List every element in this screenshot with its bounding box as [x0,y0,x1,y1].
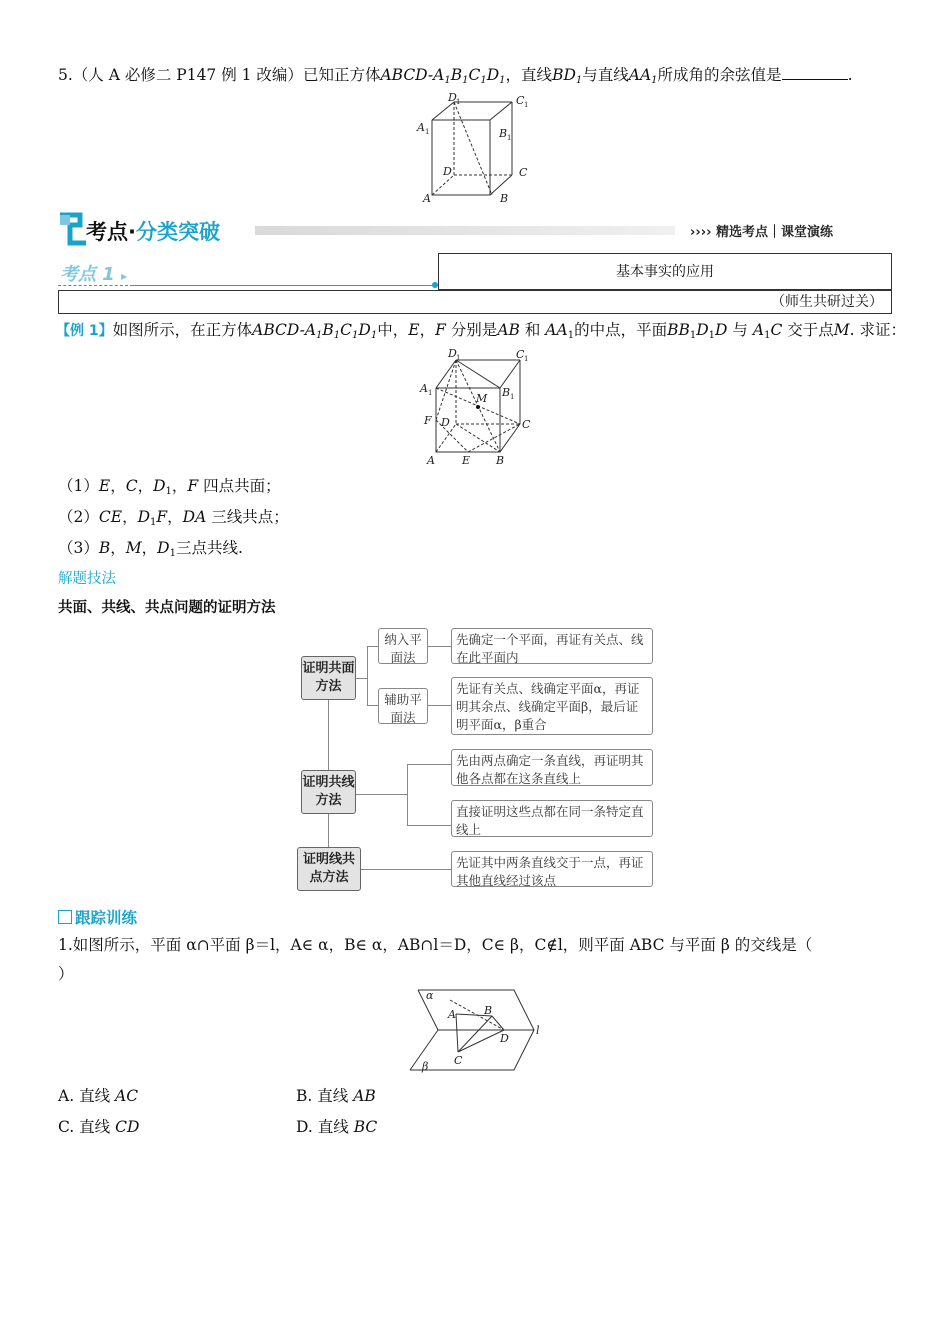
example-item-3: （3）B，M，$D_1$三点共线. [58,539,243,559]
label-B1: B [499,127,508,140]
method-heading: 共面、共线、共点问题的证明方法 [58,600,276,616]
section-subtitle: ›››› 精选考点｜课堂演练 [690,225,833,240]
flow-desc-4: 直接证明这些点都在同一条特定直线上 [451,800,653,837]
problem-number: 5. [58,66,73,84]
label-M: M [476,392,488,405]
svg-text:1: 1 [524,355,529,363]
flow-desc-1: 先确定一个平面，再证有关点、线在此平面内 [451,628,653,664]
flow-method-include: 纳入平面法 [378,628,428,664]
cube-figure-1 [412,90,542,208]
period: . [847,66,853,84]
svg-text:1: 1 [507,134,512,142]
section-title: 考点·分类突破 [86,220,220,244]
flow-head-collinear: 证明共线方法 [301,770,356,814]
svg-text:1: 1 [456,354,461,362]
label-C: C [519,166,528,179]
label-A: A [427,454,435,467]
flow-method-auxiliary: 辅助平面法 [378,688,428,724]
tracking-heading: 跟踪训练 [58,906,137,928]
flow-head-concurrent: 证明线共点方法 [297,847,361,891]
answer-blank[interactable] [782,65,848,80]
label-C1: C [516,94,525,107]
method-label: 解题技法 [58,571,116,587]
label-F: F [424,414,432,427]
label-A: A [423,192,431,205]
label-D1: D [448,91,457,104]
line-bd1: $BD_1$ [552,66,583,86]
label-D: D [500,1032,509,1045]
example-tag: 【例 1】 [56,323,113,339]
label-B: B [496,454,505,467]
question-1: 1.如图所示，平面 α∩平面 β＝l，A∈ α，B∈ α，AB∩l＝D，C∈ β，C∉l，则平面 ABC 与平面 β 的交线是（ ） [58,936,813,983]
kaodian-label: 考点 1 ▸ [60,264,128,285]
example-1: 【例 1】如图所示，在正方体ABCD-$A_1B_1C_1D_1$中，E，F 分别是AB 和 $AA_1$的中点，平面$BB_1D_1D$ 与 $A_1C$ 交于点M. 求证： [56,321,907,341]
flow-head-coplanar: 证明共面方法 [301,656,356,700]
svg-text:1: 1 [456,98,461,106]
svg-text:1: 1 [425,128,430,136]
svg-text:1: 1 [428,389,433,397]
banner-corner-icon [58,211,88,249]
kaodian-title: 基本事实的应用 [438,253,892,290]
label-C: C [522,418,531,431]
option-b[interactable]: B. 直线 AB [296,1087,376,1105]
label-C1: C [516,348,525,361]
label-A1: A [420,382,428,395]
problem-text: 已知正方体 [302,66,381,84]
kaodian-line [130,285,436,286]
flow-desc-2: 先证有关点、线确定平面α，再证明其余点、线确定平面β，最后证明平面α，β重合 [451,677,653,735]
label-B: B [484,1004,493,1017]
svg-text:1: 1 [524,101,529,109]
label-B1: B [502,386,511,399]
planes-figure [408,986,548,1078]
option-c[interactable]: C. 直线 CD [58,1118,140,1136]
label-D: D [441,416,450,429]
label-A1: A [417,121,425,134]
example-item-2: （2）CE，$D_1F$，DA 三线共点； [58,508,289,528]
cube-name: ABCD-$A_1B_1C_1D_1$ [380,66,506,86]
line-aa1: $AA_1$ [628,66,658,86]
problem-text: 与直线 [582,66,629,84]
checkbox-icon [58,910,72,924]
label-A: A [448,1008,456,1021]
problem-text: ，直线 [505,66,553,84]
label-E: E [462,454,471,467]
section-bar [255,226,675,235]
example-item-1: （1）E，C，$D_1$，F 四点共面； [58,477,281,497]
flow-desc-3: 先由两点确定一条直线，再证明其他各点都在这条直线上 [451,749,653,786]
svg-text:1: 1 [510,393,515,401]
problem-text: 所成角的余弦值是 [657,66,782,84]
label-alpha: α [426,989,434,1002]
option-d[interactable]: D. 直线 BC [296,1118,378,1136]
label-beta: β [422,1060,429,1073]
kaodian-dash [58,285,128,286]
label-l: l [536,1024,540,1037]
label-D: D [443,165,452,178]
problem-5 [58,63,853,86]
cube-figure-2 [414,342,538,470]
option-a[interactable]: A. 直线 AC [58,1087,139,1105]
problem-source: （人 A 必修二 P147 例 1 改编） [72,66,303,84]
label-B: B [500,192,509,205]
label-C: C [454,1054,463,1067]
kaodian-note: （师生共研过关） [58,290,892,314]
flow-desc-5: 先证其中两条直线交于一点，再证其他直线经过该点 [451,851,653,887]
label-D1: D [448,347,457,360]
